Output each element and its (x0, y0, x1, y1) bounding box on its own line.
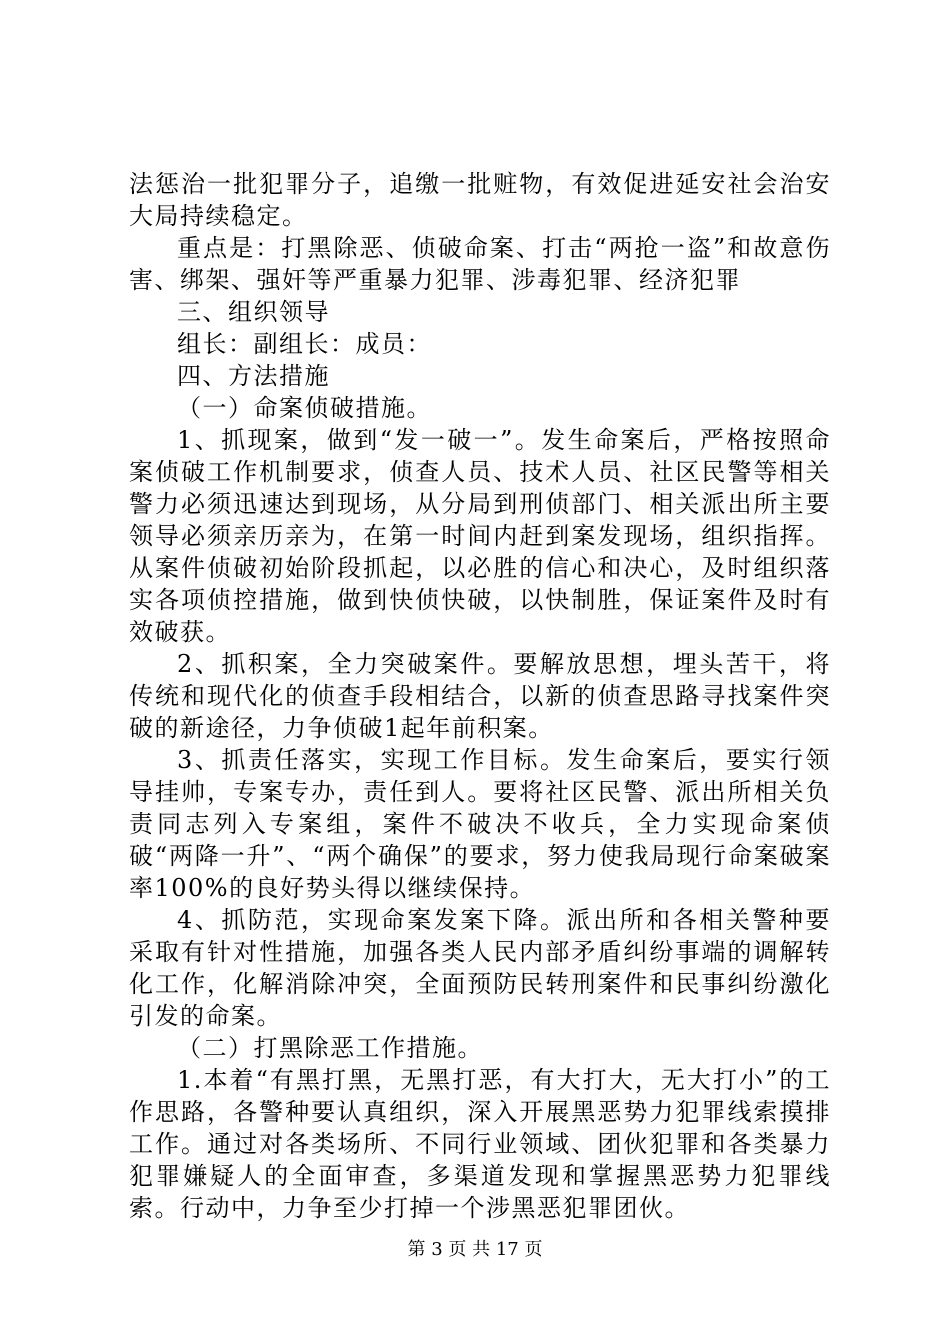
document-body (129, 168, 831, 1224)
paragraph-continuation: 法惩治一批犯罪分子，追缴一批赃物，有效促进延安社会治安大局持续稳定。 (129, 170, 831, 230)
paragraph-item-3: 3、抓责任落实，实现工作目标。发生命案后，要实行领导挂帅，专案专办，责任到人。要将社区民警、派出所相关负责同志列入专案组，案件不破决不收兵，全力实现命案侦破“两降一升”、“两个确保”的要求，努力使我局现行命案破案率100%的良好势头得以继续保持。 (129, 746, 831, 902)
section-heading-organization: 三、组织领导 (177, 298, 330, 326)
paragraph-group-members: 组长：副组长：成员： (177, 330, 432, 358)
subsection-heading-homicide: （一）命案侦破措施。 (177, 394, 432, 422)
subsection-heading-anti-gang: （二）打黑除恶工作措施。 (177, 1034, 483, 1062)
paragraph-item-1: 1、抓现案，做到“发一破一”。发生命案后，严格按照命案侦破工作机制要求，侦查人员、技术人员、社区民警等相关警力必须迅速达到现场，从分局到刑侦部门、相关派出所主要领导必须亲历亲为，在第一时间内赶到案发现场，组织指挥。从案件侦破初始阶段抓起，以必胜的信心和决心，及时组织落实各项侦控措施，做到快侦快破，以快制胜，保证案件及时有效破获。 (129, 426, 831, 646)
section-heading-methods: 四、方法措施 (177, 362, 330, 390)
paragraph-anti-gang-item-1: 1.本着“有黑打黑，无黑打恶，有大打大，无大打小”的工作思路，各警种要认真组织，深入开展黑恶势力犯罪线索摸排工作。通过对各类场所、不同行业领域、团伙犯罪和各类暴力犯罪嫌疑人的全面审查，多渠道发现和掌握黑恶势力犯罪线索。行动中，力争至少打掉一个涉黑恶犯罪团伙。 (129, 1066, 831, 1222)
paragraph-key-points: 重点是：打黑除恶、侦破命案、打击“两抢一盗”和故意伤害、绑架、强奸等严重暴力犯罪、涉毒犯罪、经济犯罪 (129, 234, 831, 294)
paragraph-item-2: 2、抓积案，全力突破案件。要解放思想，埋头苦干，将传统和现代化的侦查手段相结合，以新的侦查思路寻找案件突破的新途径，力争侦破1起年前积案。 (129, 650, 831, 742)
page-number-footer: 第 3 页 共 17 页 (407, 1239, 543, 1260)
paragraph-item-4: 4、抓防范，实现命案发案下降。派出所和各相关警种要采取有针对性措施，加强各类人民内部矛盾纠纷事端的调解转化工作，化解消除冲突，全面预防民转刑案件和民事纠纷激化引发的命案。 (129, 906, 831, 1030)
